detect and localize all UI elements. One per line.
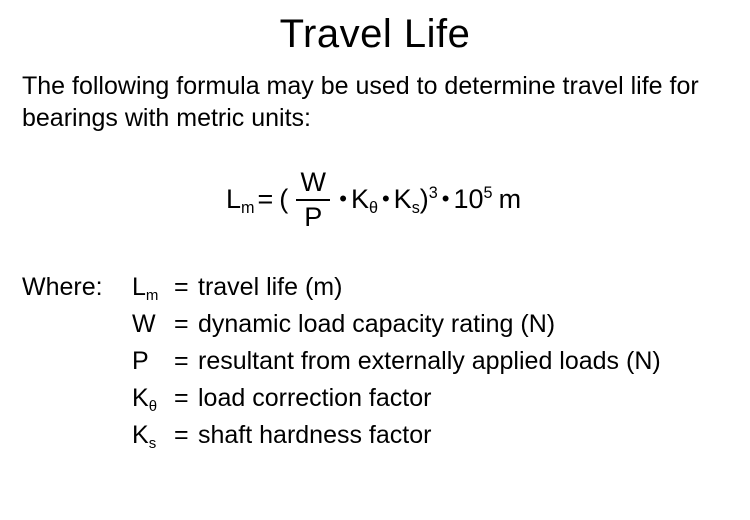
formula-unit: m <box>498 184 522 215</box>
formula-ten-power <box>454 184 493 215</box>
definition-symbol-subscript: m <box>145 287 159 305</box>
definition-equals: = <box>174 347 189 376</box>
travel-life-formula <box>226 168 524 231</box>
definition-symbol <box>132 269 174 306</box>
k-theta-subscript: θ <box>368 199 378 218</box>
definition-row <box>132 306 661 343</box>
formula-denominator: P <box>304 201 323 232</box>
page-title: Travel Life <box>279 12 471 56</box>
formula-ten: 10 <box>453 184 484 215</box>
definition-text: load correction factor <box>198 384 432 413</box>
definition-symbol-base: P <box>132 347 149 376</box>
definition-text: resultant from externally applied loads (N) <box>198 347 661 376</box>
formula-lhs-base: L <box>225 184 241 215</box>
definition-row <box>132 343 661 380</box>
formula-close-paren-group <box>420 184 438 215</box>
definition-row <box>132 269 661 306</box>
formula-lhs-subscript: m <box>240 199 255 218</box>
formula-k-s <box>393 184 420 218</box>
definition-symbol-subscript: θ <box>148 398 158 416</box>
formula-numerator: W <box>300 167 326 197</box>
definition-symbol <box>132 306 174 343</box>
definition-equals: = <box>174 273 189 302</box>
definition-row <box>132 380 661 417</box>
definition-equals: = <box>174 384 189 413</box>
definition-symbol <box>132 343 174 380</box>
formula-dot-2: • <box>381 185 390 211</box>
definition-row <box>132 417 661 454</box>
k-s-subscript: s <box>411 199 420 218</box>
fraction-bar <box>296 199 330 201</box>
definition-symbol-base: L <box>132 273 146 302</box>
k-theta-base: K <box>350 184 369 215</box>
definition-symbol-subscript: s <box>148 435 157 453</box>
definition-symbol-base: W <box>132 310 156 339</box>
formula-dot-3: • <box>441 185 450 211</box>
where-block <box>0 269 750 454</box>
definition-equals: = <box>174 310 189 339</box>
definition-symbol-base: K <box>132 421 149 450</box>
definition-text: dynamic load capacity rating (N) <box>198 310 556 339</box>
formula-equals: = <box>257 184 274 215</box>
formula-close-paren: ) <box>419 184 429 215</box>
formula-open-paren: ( <box>279 184 289 215</box>
intro-paragraph: The following formula may be used to determine travel life for bearings with metric units: <box>22 72 699 132</box>
definition-list <box>132 269 661 454</box>
document-page <box>0 12 750 520</box>
definition-text: shaft hardness factor <box>198 421 432 450</box>
formula-block <box>0 168 750 231</box>
formula-exponent: 3 <box>428 184 438 203</box>
formula-dot-1: • <box>339 185 347 211</box>
formula-lhs <box>225 184 255 218</box>
definition-text: travel life (m) <box>198 273 343 302</box>
k-s-base: K <box>393 184 412 215</box>
formula-ten-exponent: 5 <box>483 184 493 203</box>
definition-symbol <box>132 417 174 454</box>
definition-symbol <box>132 380 174 417</box>
definition-symbol-base: K <box>132 384 149 413</box>
formula-fraction <box>296 168 330 231</box>
definition-equals: = <box>174 421 189 450</box>
where-label: Where: <box>22 273 103 302</box>
formula-k-theta <box>350 184 378 218</box>
